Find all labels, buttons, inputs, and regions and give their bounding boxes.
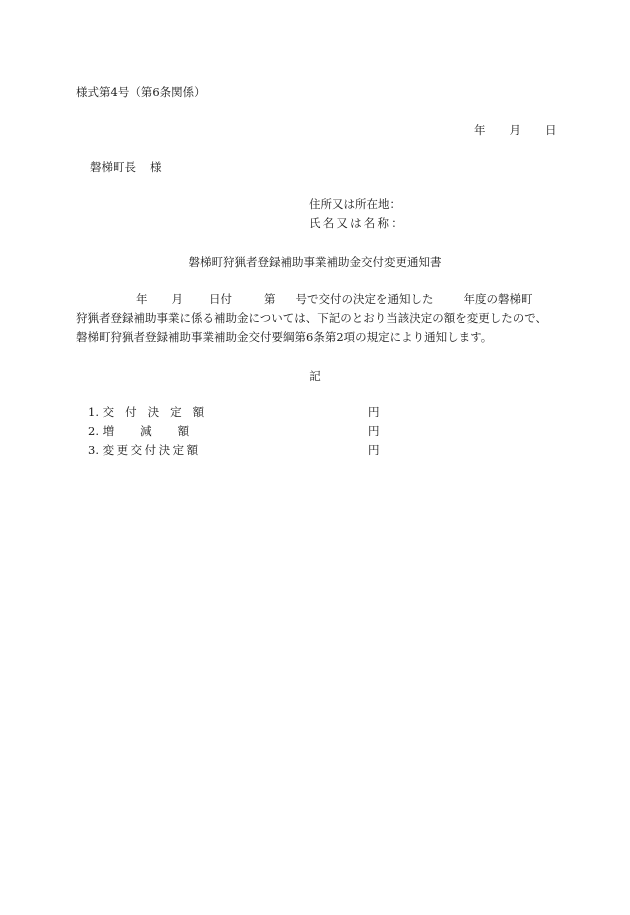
ki-heading: 記 xyxy=(309,369,321,383)
item-number: 1. xyxy=(88,405,99,419)
body-month: 月 xyxy=(171,292,183,306)
item-label: 交付決定額 xyxy=(102,405,216,419)
item-unit: 円 xyxy=(368,405,380,419)
date-month: 月 xyxy=(509,123,521,137)
addressee-name: 磐梯町長 xyxy=(90,160,136,174)
item-row xyxy=(88,404,223,420)
form-number: 様式第4号（第6条関係） xyxy=(76,85,206,99)
body-line-2: 狩猟者登録補助事業に係る補助金については、下記のとおり当該決定の額を変更したので、 xyxy=(76,311,548,325)
addressee xyxy=(90,159,162,175)
sender-address-label: 住所又は所在地： xyxy=(309,197,401,211)
item-number: 2. xyxy=(88,424,99,438)
notice-body xyxy=(76,290,576,347)
body-line-3: 磐梯町狩猟者登録補助事業補助金交付要綱第6条第2項の規定により通知します。 xyxy=(76,330,493,344)
item-label: 変更交付決定額 xyxy=(102,443,201,457)
item-label: 増減額 xyxy=(102,424,216,438)
date-year: 年 xyxy=(474,123,486,137)
addressee-honorific: 様 xyxy=(150,160,162,174)
item-unit: 円 xyxy=(368,443,380,457)
sender-name-label: 氏名又は名称： xyxy=(309,216,405,230)
document-title: 磐梯町狩猟者登録補助事業補助金交付変更通知書 xyxy=(188,255,442,269)
item-unit: 円 xyxy=(368,424,380,438)
body-dai: 第 xyxy=(264,292,276,306)
item-row xyxy=(88,442,223,458)
body-day-dated: 日付 xyxy=(209,292,232,306)
body-notified-text: 号で交付の決定を通知した xyxy=(295,292,434,306)
body-line-1 xyxy=(76,290,576,309)
date-line xyxy=(474,122,557,138)
item-number: 3. xyxy=(88,443,99,457)
body-fiscal-year: 年度の磐梯町 xyxy=(463,292,533,306)
item-row xyxy=(88,423,223,439)
date-day: 日 xyxy=(545,123,557,137)
body-year: 年 xyxy=(136,292,148,306)
